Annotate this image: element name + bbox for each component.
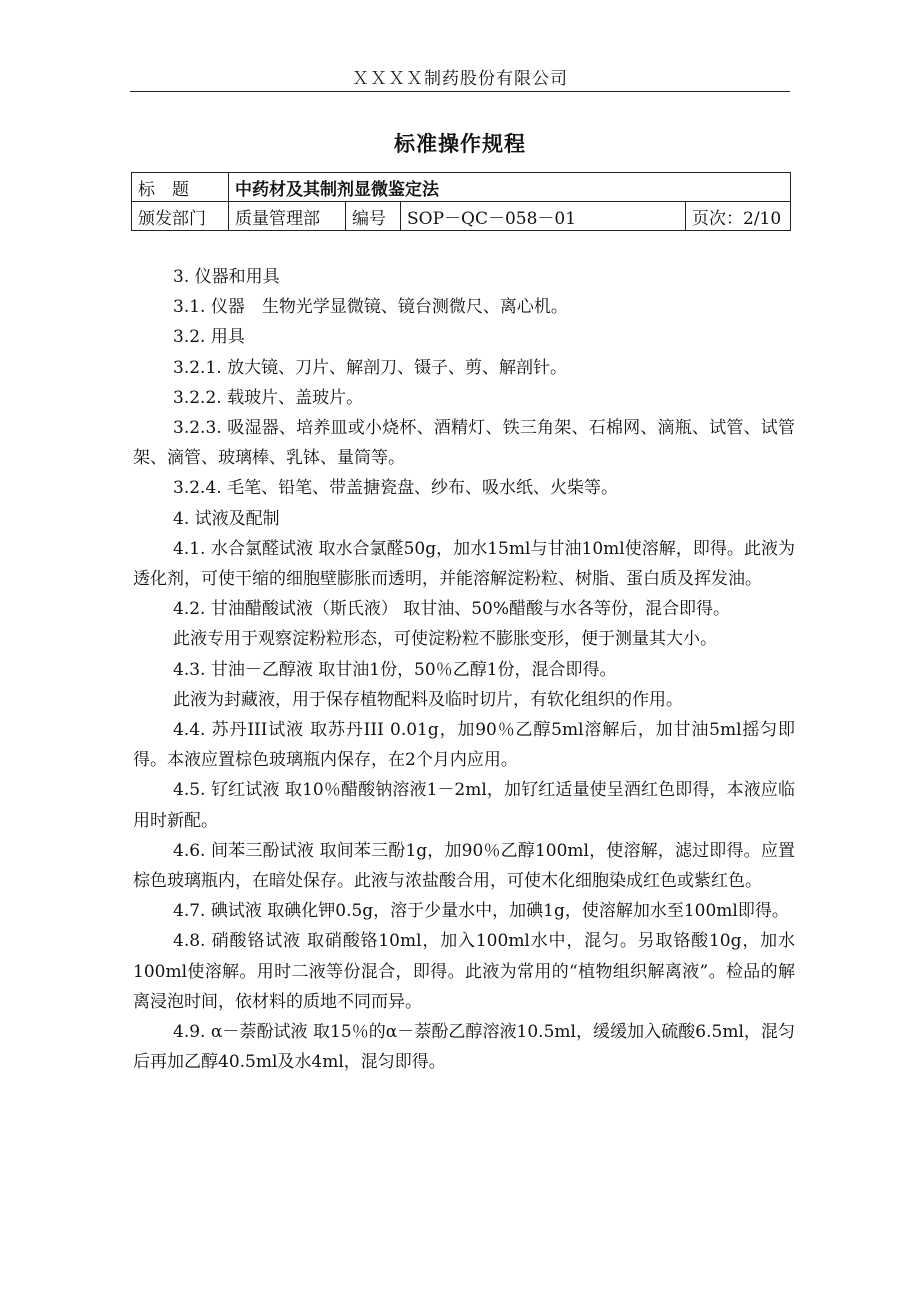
paragraph: 4.4. 苏丹III试液 取苏丹III 0.01g，加90％乙醇5ml溶解后，加甘油5ml摇匀即得。本液应置棕色玻璃瓶内保存，在2个月内应用。 — [133, 720, 795, 771]
paragraph: 4.2. 甘油醋酸试液（斯氏液） 取甘油、50%醋酸与水各等份，混合即得。 — [173, 599, 731, 620]
paragraph: 4.1. 水合氯醛试液 取水合氯醛50g，加水15ml与甘油10ml使溶解，即得。此液为透化剂，可使干缩的细胞壁膨胀而透明，并能溶解淀粉粒、树脂、蛋白质及挥发油。 — [133, 538, 795, 590]
paragraph: 4.8. 硝酸铬试液 取硝酸铬10ml，加入100ml水中，混匀。另取铬酸10g，加水100ml使溶解。用时二液等份混合，即得。此液为常用的“植物组织解离液”。检品的解离浸泡时间，依材料的质地不同而异。 — [133, 931, 795, 1012]
paragraph: 3.1. 仪器 生物光学显微镜、镜台测微尺、离心机。 — [173, 297, 568, 318]
dept-value: 质量管理部 — [229, 202, 346, 231]
title-label-cell — [132, 173, 229, 202]
section-heading: 4. 试液及配制 — [173, 508, 280, 529]
paragraph: 3.2. 用具 — [173, 327, 245, 348]
document-body — [133, 262, 795, 1077]
document-info-table — [131, 172, 791, 231]
paragraph: 4.3. 甘油－乙醇液 取甘油1份，50％乙醇1份，混合即得。 — [173, 659, 617, 680]
title-value: 中药材及其制剂显微鉴定法 — [229, 173, 791, 202]
paragraph: 4.9. α－萘酚试液 取15％的α－萘酚乙醇溶液10.5ml，缓缓加入硫酸6.5ml，混匀后再加乙醇40.5ml及水4ml，混匀即得。 — [133, 1022, 795, 1073]
dept-label: 颁发部门 — [132, 202, 229, 231]
info-row — [132, 202, 791, 231]
paragraph: 3.2.1. 放大镜、刀片、解剖刀、镊子、剪、解剖针。 — [173, 357, 568, 378]
title-row — [132, 173, 791, 202]
paragraph: 3.2.4. 毛笔、铅笔、带盖搪瓷盘、纱布、吸水纸、火柴等。 — [173, 478, 619, 499]
paragraph: 3.2.2. 载玻片、盖玻片。 — [173, 387, 364, 408]
title-label: 标 题 — [138, 179, 189, 200]
paragraph: 4.7. 碘试液 取碘化钾0.5g，溶于少量水中，加碘1g，使溶解加水至100ml即得。 — [173, 901, 789, 922]
paragraph: 4.6. 间苯三酚试液 取间苯三酚1g，加90％乙醇100ml，使溶解，滤过即得。应置棕色玻璃瓶内，在暗处保存。此液与浓盐酸合用，可使木化细胞染成红色或紫红色。 — [133, 840, 795, 892]
code-value: SOP－QC－058－01 — [401, 202, 686, 231]
paragraph: 此液为封藏液，用于保存植物配料及临时切片，有软化组织的作用。 — [173, 689, 683, 710]
page-number: 页次：2/10 — [686, 202, 791, 231]
company-header: ＸＸＸＸ制药股份有限公司 — [352, 69, 568, 89]
code-label: 编号 — [346, 202, 401, 231]
paragraph: 3.2.3. 吸湿器、培养皿或小烧杯、酒精灯、铁三角架、石棉网、滴瓶、试管、试管架、滴管、玻璃棒、乳钵、量筒等。 — [133, 418, 795, 469]
section-heading: 3. 仪器和用具 — [173, 267, 280, 287]
paragraph: 此液专用于观察淀粉粒形态，可使淀粉粒不膨胀变形，便于测量其大小。 — [173, 629, 717, 650]
header-divider — [130, 91, 790, 92]
document-title: 标准操作规程 — [394, 132, 526, 156]
paragraph: 4.5. 钌红试液 取10％醋酸钠溶液1－2ml，加钌红适量使呈酒红色即得，本液应临用时新配。 — [133, 780, 795, 831]
